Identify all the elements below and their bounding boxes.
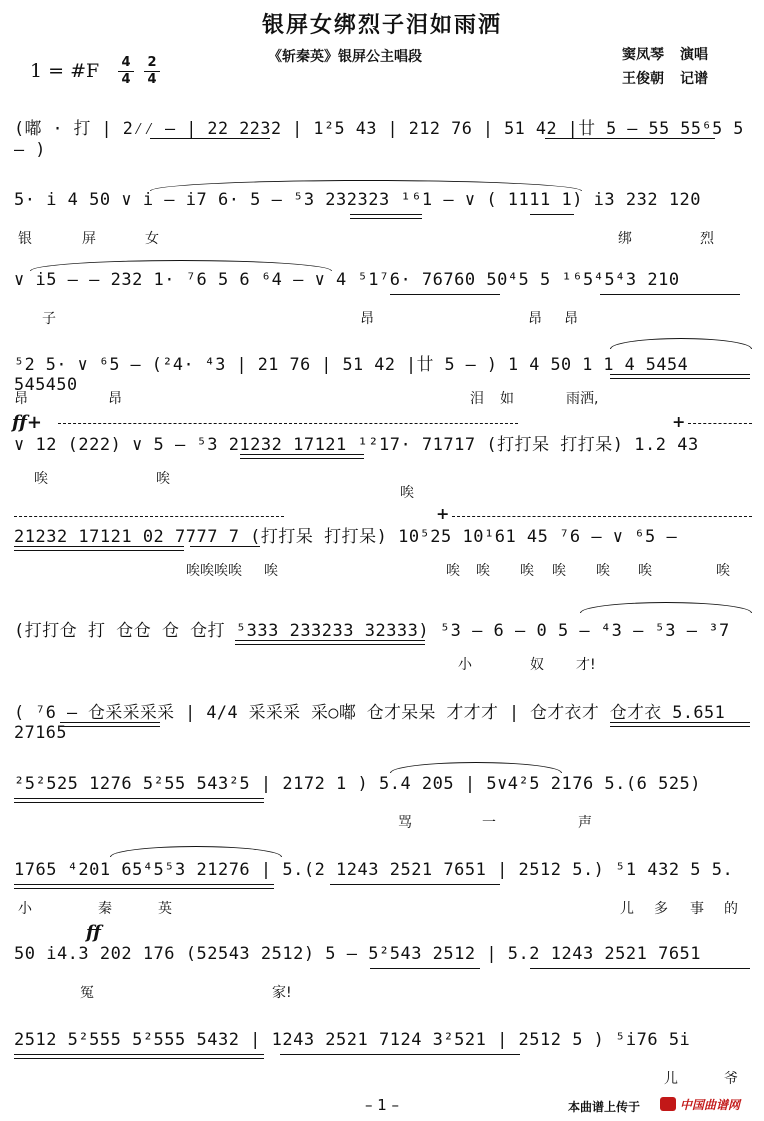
singer-role: 演唱 (680, 47, 708, 63)
score-system-6 (0, 504, 764, 612)
lyric-line (0, 982, 764, 1004)
lyric: 雨洒, (566, 391, 599, 407)
lyric: 儿 (620, 901, 634, 917)
lyric: 事 (690, 901, 704, 917)
singer-name: 窦凤琴 (622, 47, 664, 63)
lyric: 唉 (476, 563, 490, 579)
lyric: 的 (724, 901, 738, 917)
lyric: 唉 (34, 471, 48, 487)
lyric-line (0, 812, 764, 834)
lyric: 烈 (700, 231, 714, 247)
lyric-line (0, 1068, 764, 1090)
score-system-9 (0, 764, 764, 864)
lyric-line (0, 468, 764, 501)
notation-line: (打打仓 打 仓仓 仓 仓打 ⁵333 233233 32333) ⁵3 – 6 – 0 5 – ⁴3 – ⁵3 – ³7 (14, 621, 730, 641)
lyric: 小 (18, 901, 32, 917)
lyric: 昂 (564, 311, 578, 327)
lyric: 唉 (400, 485, 414, 501)
lyric-line (0, 388, 764, 410)
time-signature-4-4: 4 4 (118, 56, 134, 87)
lyric: 绑 (618, 231, 632, 247)
lyric-line (0, 228, 764, 250)
lyric: 如 (500, 391, 514, 407)
dynamic-mark: ff (86, 922, 101, 943)
notation-line: ²5²525 1276 5²55 543²5 | 2172 1 ) 5.4 205 | 5∨4²5 2176 5.(6 525) (14, 774, 702, 794)
lyric: 小 (458, 657, 472, 673)
notation-line: (嘟 · 打 | 2⁄⁄ — | 22 2232 | 1²5 43 | 212 76 | 51 42 |廿 5 – 55 55⁶5 5 – ) (14, 119, 744, 160)
score-title: 银屏女绑烈子泪如雨洒 (261, 13, 502, 38)
lyric: 昂 (14, 391, 28, 407)
notation-line: ∨ 12 (222) ∨ 5 – ⁵3 21232 17121 ¹²17· 71717 (打打呆 打打呆) 1.2 43 (14, 435, 699, 455)
lyric-line (0, 898, 764, 920)
site-name-link[interactable]: 中国曲谱网 (680, 1098, 741, 1112)
lyric: 唉 (446, 563, 460, 579)
key-signature: 1 = #F (30, 60, 100, 82)
lyric: 昂 (528, 311, 542, 327)
notation-line: 21232 17121 02 7777 7 (打打呆 打打呆) 10⁵25 10¹61 45 ⁷6 – ∨ ⁶5 – (14, 527, 678, 547)
lyric: 唉 (156, 471, 170, 487)
lyric-line (0, 308, 764, 330)
notation-line: ⁵2 5· ∨ ⁶5 – (²4· ⁴3 | 21 76 | 51 42 |廿 5 – ) 1 4 50 1 1 4 5454 545450 (14, 355, 689, 395)
notation-line: 2512 5²555 5²555 5432 | 1243 2521 7124 3²521 | 2512 5 ) ⁵i76 5i (14, 1030, 691, 1050)
lyric: 一 (482, 815, 496, 831)
lyric: 冤 (80, 985, 94, 1001)
notation-line: ( ⁷6 – 仓采采采采 | 4/4 采采采 采○嘟 仓才呆呆 才才才 | 仓才衣才 仓才衣 5.651 27165 (14, 703, 726, 743)
time-signature-2-4: 2 4 (144, 56, 160, 87)
lyric: 唉 (264, 563, 278, 579)
lyric: 女 (145, 231, 159, 247)
lyric: 儿 (664, 1071, 678, 1087)
lyric: 唉 (716, 563, 730, 579)
singer-credit (622, 44, 708, 64)
lyric: 唉唉唉唉 (186, 563, 242, 579)
dynamic-mark: ff+ (12, 412, 42, 433)
lyric: 昂 (108, 391, 122, 407)
score-system-5 (0, 412, 764, 520)
lyric: 骂 (398, 815, 412, 831)
lyric-line (0, 654, 764, 676)
lyric: 爷 (724, 1071, 738, 1087)
score-system-11 (0, 922, 764, 1034)
dynamic-mark: + (436, 504, 450, 523)
lyric: 秦 (98, 901, 112, 917)
lyric: 唉 (552, 563, 566, 579)
lyric: 子 (42, 311, 56, 327)
notator-credit (622, 68, 708, 88)
lyric-line (0, 560, 764, 582)
lyric: 昂 (360, 311, 374, 327)
lyric: 屏 (82, 231, 96, 247)
lyric: 唉 (638, 563, 652, 579)
lyric: 奴 (530, 657, 544, 673)
notation-line: 5· i 4 50 ∨ i – i7 6· 5 – ⁵3 232323 ¹⁶1 – ∨ ( 1111 1) i3 232 120 (14, 190, 702, 210)
lyric: 泪 (470, 391, 484, 407)
lyric: 声 (578, 815, 592, 831)
site-logo-icon (660, 1097, 676, 1111)
lyric: 唉 (520, 563, 534, 579)
lyric: 英 (158, 901, 172, 917)
lyric: 银 (18, 231, 32, 247)
lyric: 才! (576, 657, 596, 673)
dynamic-mark: + (672, 412, 686, 431)
notation-line: 50 i4.3 202 176 (52543 2512) 5 — 5²543 2512 | 5.2 1243 2521 7651 (14, 944, 702, 964)
upload-notice: 本曲谱上传于 (568, 1100, 641, 1114)
notation-line: ∨ i5 – – 232 1· ⁷6 5 6 ⁶4 – ∨ 4 ⁵1⁷6· 76760 50⁴5 5 ¹⁶5⁴5⁴3 210 (14, 270, 680, 290)
lyric: 唉 (596, 563, 610, 579)
notation-line: 1765 ⁴201 65⁴5⁵3 21276 | 5.(2 1243 2521 7651 | 2512 5.) ⁵1 432 5 5. (14, 860, 734, 880)
page-number: – 1 – (364, 1096, 400, 1114)
score-subtitle: 《斩秦英》银屏公主唱段 (268, 49, 422, 65)
lyric: 多 (654, 901, 668, 917)
notator-name: 王俊朝 (622, 71, 664, 87)
notator-role: 记谱 (680, 71, 708, 87)
lyric: 家! (272, 985, 292, 1001)
